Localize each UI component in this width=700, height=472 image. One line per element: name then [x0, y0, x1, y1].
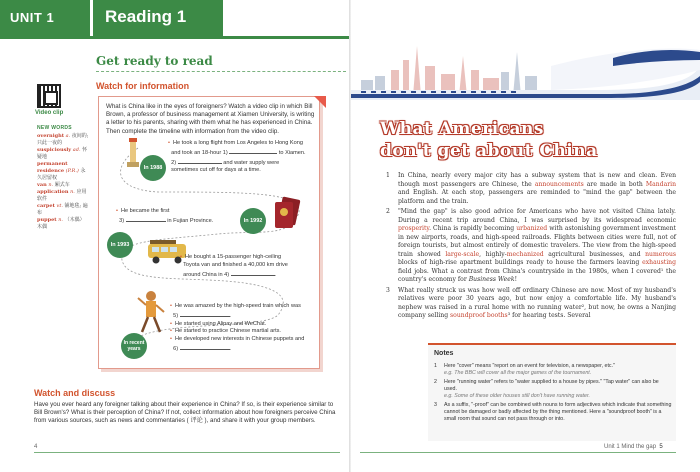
- video-clip-label: Video clip: [35, 110, 64, 116]
- watch-discuss-title: Watch and discuss: [34, 388, 116, 398]
- watch-title: Watch for information: [96, 81, 190, 91]
- event-1992: • He became the first 3) in Fujian Province.: [116, 208, 236, 226]
- glossed-word: urbanized: [516, 225, 548, 232]
- dashed-divider: [96, 71, 346, 72]
- note-item: 2 Here "running water" refers to "water supplied to a house by pipes." "Tap water" can also be used. e.g. Some of these older houses still don't have running water.: [434, 379, 659, 399]
- notes-list: [434, 363, 672, 425]
- get-ready-title: Get ready to read: [96, 54, 213, 68]
- new-word-item: permanent residence (P.R.) 永久居留权: [37, 161, 86, 181]
- new-word-item: suspiciously ad. 怀疑地: [37, 147, 88, 160]
- new-words-list: [37, 133, 89, 231]
- blank-4[interactable]: [231, 270, 275, 276]
- page-number-right: 5: [659, 444, 663, 450]
- glossed-word: soundproof booths: [450, 312, 508, 319]
- new-words-title: NEW WORDS: [37, 125, 72, 131]
- blank-6[interactable]: [180, 344, 230, 350]
- unit-tab: [0, 0, 90, 36]
- page-footer-right: Unit 1 Mind the gap 5: [604, 444, 663, 450]
- header-rule: [0, 36, 349, 39]
- year-badge-1992: In 1992: [240, 208, 266, 234]
- tower-icon: [126, 136, 140, 168]
- notes-title: Notes: [434, 350, 454, 357]
- footer-rule-right: [360, 452, 676, 453]
- year-badge-recent: In recent years: [121, 333, 147, 359]
- glossed-word: mechanized: [506, 250, 544, 258]
- task-instructions: What is China like in the eyes of foreigners? Watch a video clip in which Bill Brown, a professor of business management at Xiamen University, is writing a letter to his parents, sharing with them what he has experienced in China. Then complete the timeline with information from the video clip.: [106, 103, 315, 135]
- blank-1[interactable]: [229, 148, 277, 154]
- new-word-item: application n. 应用软件: [37, 189, 87, 202]
- note-item: 3 As a suffix, "-proof" can be combined with nouns to form adjectives which indicate that something cannot be damaged or badly affected by the thing mentioned. Here a "soundproof booth" is a small room that sound can not pass through or into.: [434, 402, 672, 422]
- glossed-word: large-scale: [445, 250, 480, 258]
- new-word-item: puppet n. （木偶）木偶: [37, 217, 85, 230]
- blank-3[interactable]: [126, 216, 166, 222]
- event-1993: • He bought a 15-passenger high-ceiling Toyota van and finished a 40,000 km drive around China in 4) .: [180, 254, 320, 279]
- glossed-word: numerous: [645, 250, 676, 258]
- new-word-item: van n. 厢式车: [37, 182, 70, 188]
- notes-box: [428, 343, 676, 441]
- skyline-train-illustration: [351, 36, 700, 108]
- events-recent: • He was amazed by the high-speed train which was 5) . • He started using Alipay and WeChat. • He started to practice Chinese martial arts. • He developed new interests in Chinese puppets and 6) .: [170, 303, 320, 354]
- blank-5[interactable]: [180, 311, 230, 317]
- article-body: [386, 172, 676, 323]
- reading-tab: [93, 0, 223, 36]
- paragraph-3: 3 What really struck us was how well off ordinary Chinese are now. Most of my husband's relatives were poor 30 years ago, but now enjoy a comfortable life. My husband's nephew was raised in a rural home with no running water², but now, he owns a Nanjing company selling soundproof booths³ for hearing tests. Several: [386, 286, 676, 319]
- footer-rule-left: [34, 452, 340, 453]
- year-badge-1993: In 1993: [107, 232, 133, 258]
- watch-discuss-text: Have you ever heard any foreigner talking about their experience in China? If so, is their experience similar to Bill Brown's? What is their perception of China? If not, collect information about how foreigners perceive China from various sources, such as news and commentaries ( 评论 ), and share it with your group members.: [34, 401, 336, 425]
- passport-icon: [272, 196, 302, 232]
- unit-label: UNIT 1: [10, 10, 55, 25]
- reading-label: Reading 1: [105, 7, 187, 26]
- glossed-word: announcements: [534, 180, 584, 188]
- paragraph-1: 1 In China, nearly every major city has a subway system that is new and clean. Even though most passengers are Chinese, the announcements are made in both Mandarin and English. At each stop, passengers are reminded to "mind the gap" between the platform and the train.: [386, 172, 676, 205]
- event-1988: • He took a long flight from Los Angeles to Hong Kong and took an 18-hour 1) to Xiamen. 2) and water supply were sometimes cut off for days at a time.: [168, 140, 318, 175]
- page-number-left: 4: [34, 444, 38, 450]
- note-item: 1 Here "cover" means "report on an event for television, a newspaper, etc." e.g. The BBC will cover all the major games of the tournament.: [434, 363, 615, 376]
- year-badge-1988: In 1988: [140, 155, 166, 181]
- blank-2[interactable]: [178, 158, 222, 164]
- new-word-item: carpet vt. 铺地毯; 遍布: [37, 203, 88, 216]
- qr-code-icon[interactable]: [37, 84, 61, 108]
- martial-arts-figure-icon: [136, 290, 166, 336]
- paragraph-2: 2 "Mind the gap" is also good advice for Americans who have not visited China lately. During a recent trip around China, I was surprised by its widespread economic prosperity. China is rapidly becoming urbanized with astonishing government investment in new airports, roads, and high-speed railroads. Flights between cities were full, not of foreign tourists, but almost entirely of domestic travelers. The view from the high-speed train showed large-scale, highly-mechanized agricultural businesses, and numerous blocks of high-rise apartment buildings ready to house the farmers leaving exhausting field jobs. What a contrast from China's countryside in the 1980s, when I covered¹ the country's economy for Business Week!: [386, 208, 676, 283]
- glossed-word: prosperity: [398, 225, 430, 232]
- article-title: What Americans don't get about China: [380, 119, 598, 161]
- glossed-word: exhausting: [642, 259, 676, 266]
- glossed-word: Mandarin: [645, 180, 676, 188]
- new-word-item: overnight a. 夜间的; 只此一夜的: [37, 133, 89, 146]
